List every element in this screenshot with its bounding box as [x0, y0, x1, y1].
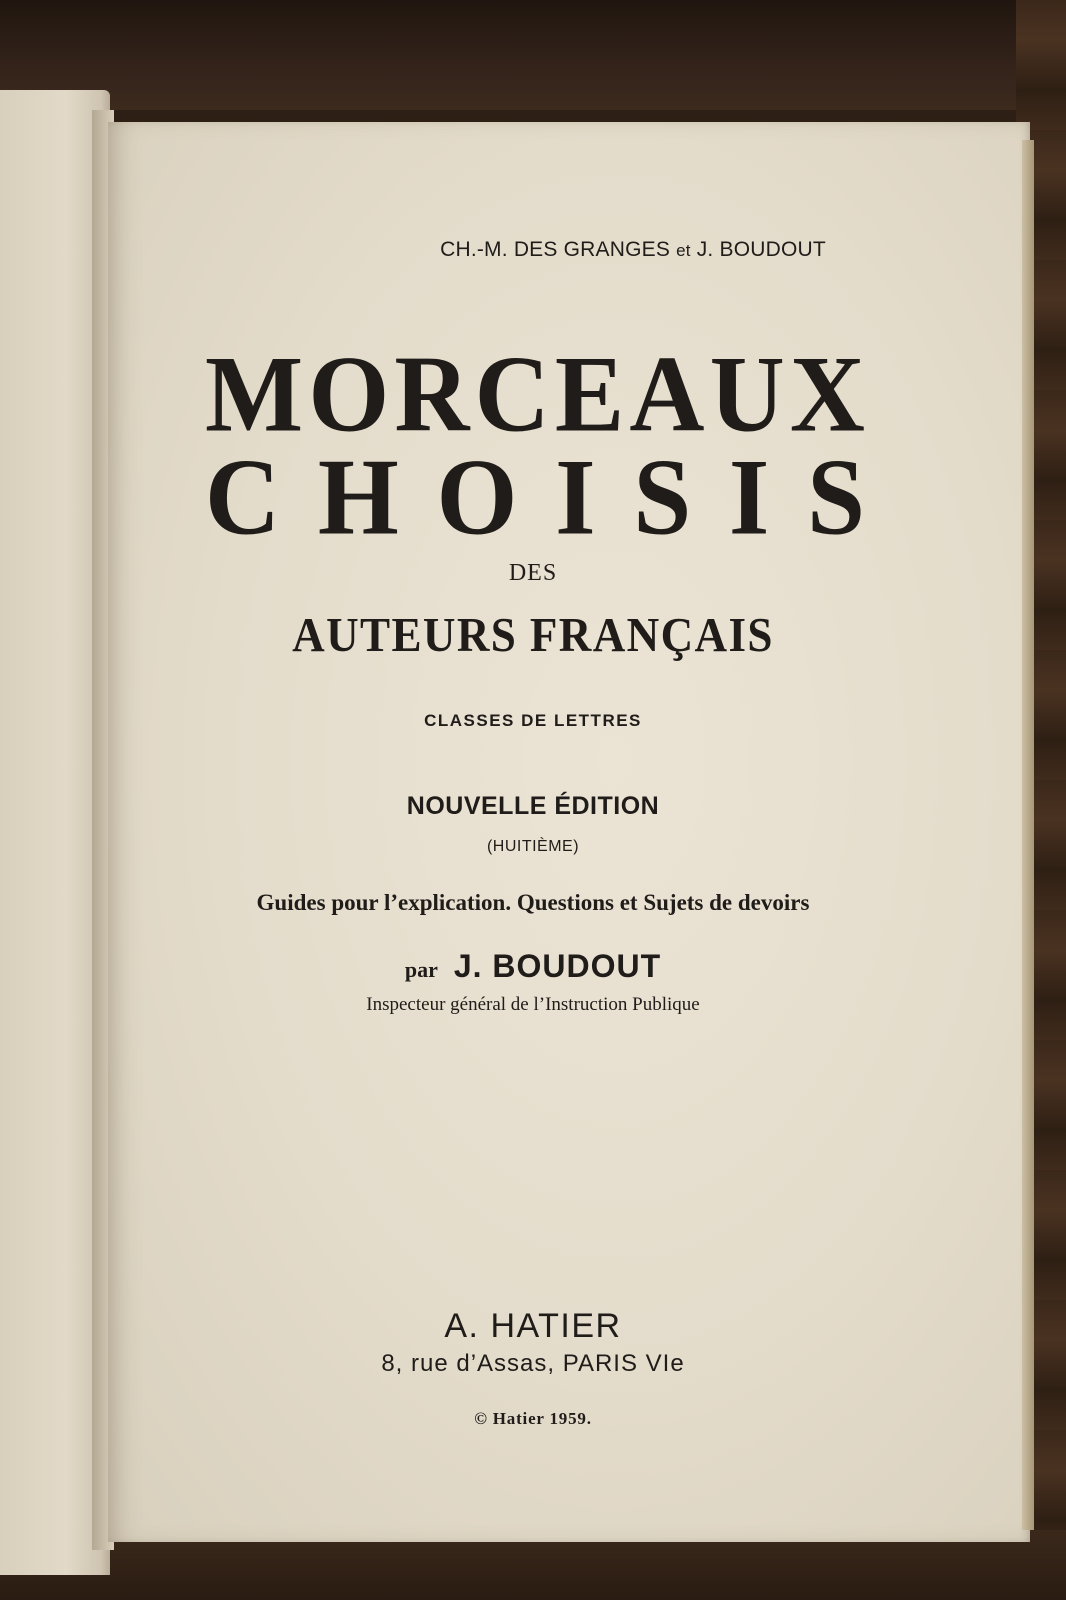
title-des: DES — [508, 560, 558, 586]
title-letter: M — [205, 333, 304, 455]
guides-line: Guides pour l’explication. Questions et Sujets de devoirs — [256, 890, 810, 915]
by-par: par — [404, 957, 438, 982]
title-letter: O — [308, 333, 390, 455]
title-letter: H — [317, 436, 399, 558]
authors-line — [0, 238, 1066, 262]
title-letter: C — [205, 436, 281, 558]
author-second: J. BOUDOUT — [696, 238, 826, 261]
publisher-address: 8, rue d’Assas, PARIS VIe — [381, 1350, 685, 1377]
title-letter: X — [789, 333, 865, 455]
title-letter: C — [474, 333, 550, 455]
table-background-top — [0, 0, 1066, 110]
by-name: J. BOUDOUT — [453, 948, 662, 984]
title-auteurs: AUTEURS FRANÇAIS — [292, 607, 774, 662]
author-first: CH.-M. DES GRANGES — [440, 238, 671, 261]
title-letter: I — [728, 436, 770, 558]
by-role: Inspecteur général de l’Instruction Publique — [366, 994, 700, 1015]
title-letter: S — [633, 436, 692, 558]
title-letter: A — [629, 333, 705, 455]
title-letter: S — [807, 436, 865, 558]
title-line-choisis — [205, 436, 865, 558]
edition-label: NOUVELLE ÉDITION — [406, 792, 660, 820]
title-letter: R — [394, 333, 470, 455]
edition-number: (HUITIÈME) — [486, 838, 580, 855]
title-letter: E — [554, 333, 625, 455]
title-line-morceaux — [205, 333, 865, 455]
title-letter: I — [555, 436, 596, 558]
title-letter: U — [709, 333, 785, 455]
by-line — [0, 948, 1066, 985]
title-letter: O — [436, 436, 518, 558]
author-conjunction: et — [676, 241, 691, 260]
classes-line: CLASSES DE LETTRES — [424, 711, 642, 730]
publisher-name: A. HATIER — [444, 1307, 622, 1345]
copyright-line: © Hatier 1959. — [474, 1409, 592, 1428]
